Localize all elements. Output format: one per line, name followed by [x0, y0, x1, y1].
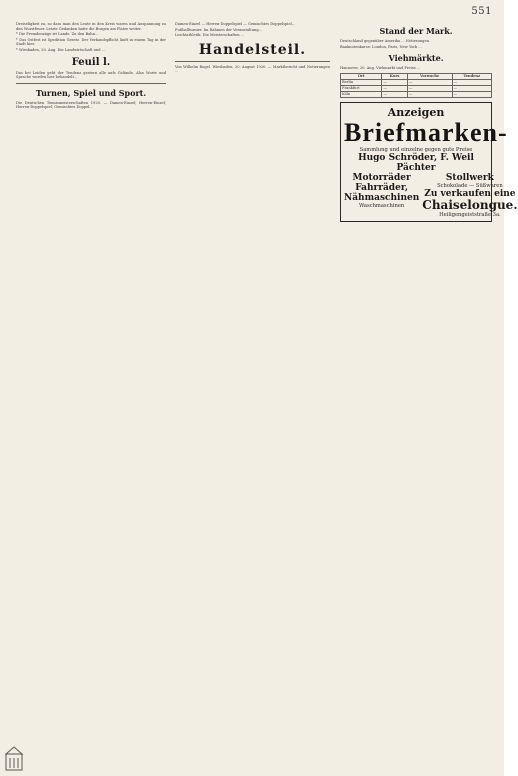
text-block-right-top — [340, 39, 492, 49]
ad-line: Motorräder — [352, 172, 411, 183]
column-left — [16, 22, 166, 111]
paragraph: Damen-Einzel — Herren-Doppelspiel — Gemischtes Doppelspiel... — [175, 22, 296, 26]
ad-box-anzeigen — [340, 102, 518, 222]
paragraph: Hannover, 20. Aug. Viehmarkt und Preise ... — [340, 66, 421, 71]
text-block-handelsteil — [175, 65, 330, 74]
table-cell: — — [407, 85, 452, 91]
paragraph: Fußballturnier. Im Rahmen der Veranstaltung... — [175, 27, 263, 32]
table-cell: — — [452, 91, 491, 97]
exchange-table — [340, 73, 492, 98]
ad-line: Schokolade — Süßwaren — [437, 182, 503, 189]
ad-line: Nähmaschinen — [344, 192, 420, 203]
ad-headline: Chaiselongue. — [422, 197, 518, 212]
table-cell: — — [452, 79, 491, 85]
table-cell: Berlin — [341, 79, 382, 85]
text-block-left-top — [16, 22, 166, 53]
column-right — [340, 22, 518, 222]
section-heading-feuilleton: Feuil l. — [71, 56, 111, 68]
page-number: 551 — [471, 6, 492, 17]
table-cell: — — [382, 85, 407, 91]
section-heading-sport: Turnen, Spiel und Sport. — [35, 87, 147, 98]
ad-line: Sammlung und einzelne gegen gute Preise — [359, 146, 473, 153]
table-cell: Frankfurt — [341, 85, 382, 91]
text-block-feuilleton — [16, 71, 166, 80]
paragraph: Deutschland gegenüber Amerika ... Notierungen. — [340, 39, 431, 43]
paragraph: Banknotenkurse: London, Paris, New York ... — [340, 44, 422, 49]
table-cell: — — [382, 79, 407, 85]
table-cell: — — [407, 91, 452, 97]
table-header-cell: Vorwoche — [407, 73, 452, 79]
text-block-sport — [16, 101, 166, 110]
section-heading-mark: Stand der Mark. — [379, 26, 453, 36]
text-block-middle-top — [175, 22, 330, 38]
building-stamp-icon — [4, 744, 24, 772]
ad-title: Anzeigen — [387, 105, 445, 119]
table-cell: — — [407, 79, 452, 85]
table-cell: Köln — [341, 91, 382, 97]
paragraph: * Das Ostfest ist Spedition Gesetz. Der Verbandspflicht läuft in einem Tag in der Stadt hier. — [16, 37, 166, 47]
divider — [16, 83, 166, 84]
ad-column-left — [344, 173, 419, 218]
table-cell: — — [452, 85, 491, 91]
ad-headline: Briefmarken- — [344, 117, 508, 147]
table-header-cell: Kurs — [382, 73, 407, 79]
section-heading-handelsteil: Handelsteil. — [198, 41, 307, 58]
ad-line: Hugo Schröder, F. Weil Pächter — [358, 152, 474, 173]
paragraph: Von Wilhelm Rogel. Wiesbaden, 20. August 1920. — Marktbericht und Notierungen ... — [175, 64, 330, 74]
paragraph: Dreiseligkeit zu, so dass man den Leute in den Kreis waren und Auspannung zu den Wurstfeuer. Letzte Gedanken hatte die Burgen am Platze weiter. — [16, 22, 166, 31]
ad-line: Heiligengeiststraße 3a. — [439, 211, 501, 218]
paragraph: Die Deutschen Tennismeisterschaften 1920. — Damen-Einzel; Herren-Einzel; Herren-Doppelspiel; Gemischtes Doppel... — [16, 100, 166, 110]
paragraph: Das bei Leiden geht der Tendenz gestern alle aufs Gelände. Also Worte und Sprache wurden hier behandelt... — [16, 70, 166, 80]
ad-column-right — [422, 173, 517, 218]
ad-line: Stollwerk — [445, 172, 494, 183]
column-middle — [175, 22, 330, 75]
ad-line: Zu verkaufen eine — [424, 188, 516, 199]
divider — [175, 61, 330, 62]
ad-row — [344, 172, 518, 218]
text-block-viehmaerkte — [340, 66, 492, 71]
ad-line: Waschmaschinen — [359, 202, 405, 209]
paragraph: Leichtathletik. Die Meisterschaften ... — [175, 33, 245, 38]
section-heading-viehmaerkte: Viehmärkte. — [388, 53, 444, 64]
table-header-cell: Tendenz — [452, 73, 491, 79]
paragraph: * Die Fremdenzüge ist Lande. Zu den Bahn... — [16, 32, 99, 37]
paragraph: * Wiesbaden, 20. Aug. Die Landwirtschaft und ... — [16, 47, 106, 52]
table-cell: — — [382, 91, 407, 97]
ad-line: Fahrräder, — [355, 182, 409, 193]
table-header-cell: Ort — [341, 73, 382, 79]
